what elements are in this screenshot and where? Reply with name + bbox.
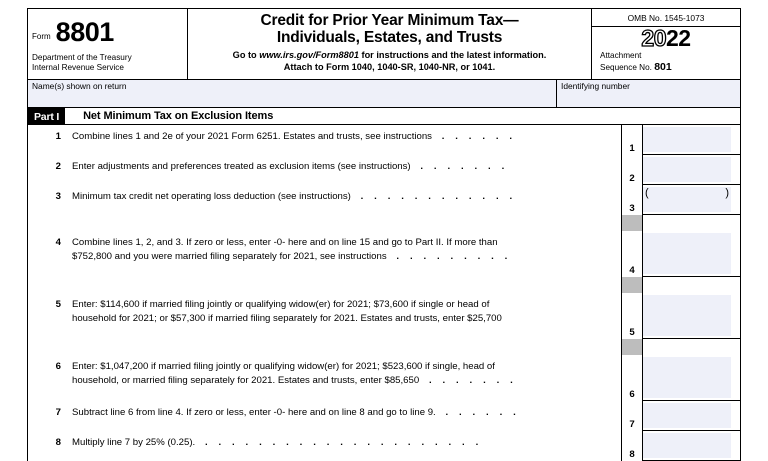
form-line-row bbox=[28, 431, 740, 461]
form-word-label: Form bbox=[32, 32, 51, 41]
irs-form-url[interactable]: www.irs.gov/Form8801 bbox=[259, 50, 359, 61]
line-text-first-2: Enter adjustments and preferences treated as exclusion items (see instructions) . . . . . . . bbox=[72, 161, 509, 172]
sequence-label: Sequence No. bbox=[600, 62, 652, 72]
line-spacer-row bbox=[28, 215, 740, 231]
answer-value-spacer bbox=[643, 215, 740, 231]
attach-to-line: Attach to Form 1040, 1040-SR, 1040-NR, or 1041. bbox=[283, 61, 496, 72]
goto-prefix: Go to bbox=[232, 50, 257, 61]
answer-number-spacer bbox=[622, 215, 643, 231]
line-text-second-6: household, or married filing separately for 2021. Estates and trusts, enter $85,650 . . . . . . . bbox=[72, 374, 517, 386]
omb-number: OMB No. 1545-1073 bbox=[592, 11, 740, 27]
line-number-5: 5 bbox=[55, 299, 61, 310]
omb-year-block bbox=[592, 9, 740, 79]
line-spacer-row bbox=[28, 277, 740, 293]
form-number: 8801 bbox=[55, 17, 114, 48]
line-text-first-3: Minimum tax credit net operating loss deduction (see instructions) . . . . . . . . . . . . bbox=[72, 191, 517, 202]
answer-box-number-4: 4 bbox=[622, 231, 643, 277]
answer-input-5[interactable] bbox=[643, 293, 740, 339]
part-tag: Part I bbox=[28, 108, 65, 124]
leader-dots: . . . . . . . . . . . . . . . . . . . . . bbox=[198, 437, 483, 448]
line-number-8: 8 bbox=[55, 437, 61, 448]
line-text-first-5: Enter: $114,600 if married filing jointly or qualifying widow(er) for 2021; $73,600 if single or head of bbox=[72, 299, 490, 310]
name-field-cell[interactable] bbox=[28, 80, 557, 107]
form-line-row bbox=[28, 401, 740, 431]
line-text-first-8: Multiply line 7 by 25% (0.25). . . . . . . . . . . . . . . . . . . . . . bbox=[72, 437, 483, 448]
form-line-row bbox=[28, 355, 740, 401]
form-number-row bbox=[32, 12, 183, 46]
answer-box-number-6: 6 bbox=[622, 355, 643, 401]
line-text-3 bbox=[72, 185, 621, 215]
tax-year-display bbox=[592, 27, 740, 51]
answer-input-4[interactable] bbox=[643, 231, 740, 277]
form-line-row bbox=[28, 155, 740, 185]
answer-column-6 bbox=[621, 355, 740, 401]
answer-box-number-7: 7 bbox=[622, 401, 643, 431]
line-text-5 bbox=[72, 293, 621, 339]
taxpayer-identity-row bbox=[27, 80, 741, 108]
leader-dots: . . . . . . . bbox=[422, 374, 517, 386]
answer-input-8[interactable] bbox=[643, 431, 740, 461]
line-number-6: 6 bbox=[55, 361, 61, 372]
answer-column-5 bbox=[621, 293, 740, 339]
form-lines bbox=[27, 125, 741, 461]
department-line-2: Internal Revenue Service bbox=[32, 63, 124, 73]
line-text-first-7: Subtract line 6 from line 4. If zero or less, enter -0- here and on line 8 and go to line 9. . . . . . . bbox=[72, 407, 520, 418]
line-spacer-gutter bbox=[28, 215, 72, 231]
tax-year-suffix: 22 bbox=[666, 25, 691, 51]
form-line-row bbox=[28, 125, 740, 155]
answer-box-number-8: 8 bbox=[622, 431, 643, 461]
tax-year bbox=[641, 25, 691, 51]
form-line-row bbox=[28, 293, 740, 339]
form-title-line-1: Credit for Prior Year Minimum Tax— bbox=[260, 12, 519, 29]
goto-suffix: for instructions and the latest information. bbox=[361, 50, 547, 61]
answer-box-number-3: 3 bbox=[622, 185, 643, 215]
line-number-3: 3 bbox=[55, 191, 61, 202]
tax-form-8801 bbox=[27, 8, 741, 461]
line-text-first-4: Combine lines 1, 2, and 3. If zero or less, enter -0- here and on line 15 and go to Part II. If more than bbox=[72, 237, 498, 248]
negative-paren-close-3: ) bbox=[725, 187, 729, 199]
answer-value-spacer bbox=[643, 339, 740, 355]
leader-dots: . . . . . . . . . . . . bbox=[353, 191, 517, 202]
line-spacer-text bbox=[72, 277, 621, 293]
answer-input-7[interactable] bbox=[643, 401, 740, 431]
sequence-number: 801 bbox=[654, 60, 672, 73]
line-spacer-text bbox=[72, 215, 621, 231]
form-line-row bbox=[28, 231, 740, 277]
answer-input-fill-4[interactable] bbox=[643, 233, 731, 274]
line-text-6 bbox=[72, 355, 621, 401]
part-i-header bbox=[27, 108, 741, 125]
answer-input-fill-6[interactable] bbox=[643, 357, 731, 398]
answer-input-fill-2[interactable] bbox=[643, 157, 731, 182]
answer-input-fill-1[interactable] bbox=[643, 127, 731, 152]
line-text-2 bbox=[72, 155, 621, 185]
answer-column-1 bbox=[621, 125, 740, 155]
negative-paren-open-3: ( bbox=[645, 187, 649, 199]
line-spacer-text bbox=[72, 339, 621, 355]
leader-dots: . . . . . . . . . bbox=[389, 250, 512, 262]
answer-input-fill-5[interactable] bbox=[643, 295, 731, 336]
name-field-label: Name(s) shown on return bbox=[32, 81, 127, 91]
answer-input-6[interactable] bbox=[643, 355, 740, 401]
line-spacer-gutter bbox=[28, 339, 72, 355]
attachment-label: Attachment bbox=[600, 51, 642, 60]
tax-year-prefix: 20 bbox=[641, 25, 666, 51]
answer-input-fill-3[interactable] bbox=[643, 187, 731, 212]
line-number-1: 1 bbox=[55, 131, 61, 142]
answer-input-1[interactable] bbox=[643, 125, 740, 155]
form-identity-block bbox=[28, 9, 188, 79]
line-number-7: 7 bbox=[55, 407, 61, 418]
form-title-line-2: Individuals, Estates, and Trusts bbox=[276, 28, 503, 46]
answer-box-number-2: 2 bbox=[622, 155, 643, 185]
department-block bbox=[32, 53, 183, 74]
part-title: Net Minimum Tax on Exclusion Items bbox=[83, 110, 274, 122]
answer-number-spacer bbox=[622, 277, 643, 293]
line-text-8 bbox=[72, 431, 621, 461]
line-text-first-1: Combine lines 1 and 2e of your 2021 Form 6251. Estates and trusts, see instructions . . . . . . bbox=[72, 131, 517, 142]
form-line-row bbox=[28, 185, 740, 215]
answer-input-fill-8[interactable] bbox=[643, 433, 731, 458]
answer-input-fill-7[interactable] bbox=[643, 403, 731, 428]
sequence-row bbox=[600, 61, 740, 74]
line-number-2: 2 bbox=[55, 161, 61, 172]
line-text-7 bbox=[72, 401, 621, 431]
line-spacer-gutter bbox=[28, 277, 72, 293]
form-header bbox=[27, 8, 741, 80]
leader-dots: . . . . . . bbox=[434, 131, 517, 142]
leader-dots: . . . . . . . bbox=[413, 161, 509, 172]
line-text-second-4: $752,800 and you were married filing separately for 2021, see instructions . . . . . . . . . bbox=[72, 250, 512, 262]
identifying-number-cell[interactable] bbox=[557, 80, 740, 107]
line-number-4: 4 bbox=[55, 237, 61, 248]
answer-column-3 bbox=[621, 185, 740, 215]
attachment-sequence-block bbox=[592, 51, 740, 73]
identifying-number-label: Identifying number bbox=[561, 81, 630, 91]
answer-value-spacer bbox=[643, 277, 740, 293]
leader-dots: . . . . . . bbox=[438, 407, 520, 418]
answer-column-4 bbox=[621, 231, 740, 277]
answer-number-spacer bbox=[622, 339, 643, 355]
line-text-4 bbox=[72, 231, 621, 277]
answer-column-8 bbox=[621, 431, 740, 461]
line-text-second-5: household for 2021; or $57,300 if married filing separately for 2021. Estates and trusts, enter $25,700 bbox=[72, 312, 502, 324]
answer-input-3[interactable] bbox=[643, 185, 740, 215]
answer-box-number-5: 5 bbox=[622, 293, 643, 339]
line-spacer-row bbox=[28, 339, 740, 355]
line-text-1 bbox=[72, 125, 621, 155]
answer-column-2 bbox=[621, 155, 740, 185]
answer-box-number-1: 1 bbox=[622, 125, 643, 155]
department-line-1: Department of the Treasury bbox=[32, 53, 132, 62]
answer-input-2[interactable] bbox=[643, 155, 740, 185]
answer-column-7 bbox=[621, 401, 740, 431]
answer-column-spacer bbox=[621, 215, 740, 231]
answer-column-spacer bbox=[621, 339, 740, 355]
line-text-first-6: Enter: $1,047,200 if married filing jointly or qualifying widow(er) for 2021; $523,600 if single, head of bbox=[72, 361, 495, 372]
goto-instructions-line bbox=[194, 50, 585, 62]
answer-column-spacer bbox=[621, 277, 740, 293]
form-title-block bbox=[188, 9, 592, 79]
